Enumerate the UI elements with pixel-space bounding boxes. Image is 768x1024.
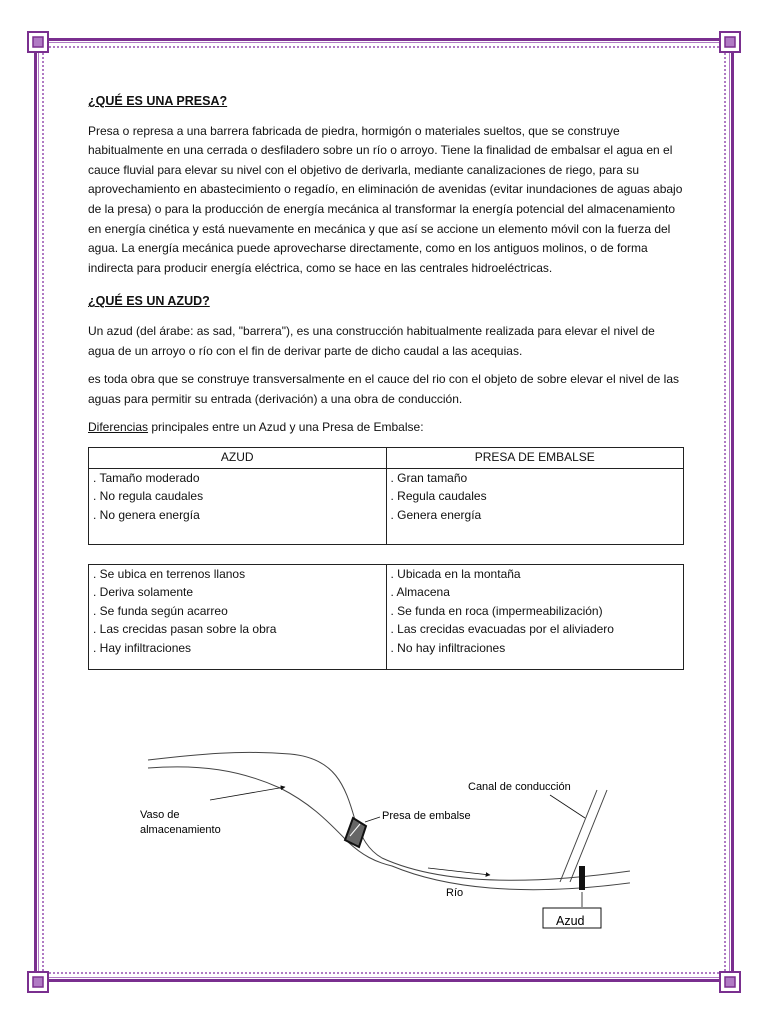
list-item: . Las crecidas evacuadas por el aliviadero bbox=[390, 622, 614, 636]
list-item: . Las crecidas pasan sobre la obra bbox=[93, 622, 277, 636]
list-item: . Gran tamaño bbox=[390, 470, 468, 485]
list-item: . Hay infiltraciones bbox=[93, 640, 192, 655]
list-item: . Se funda según acarreo bbox=[93, 603, 228, 618]
corner-ornament-icon bbox=[27, 971, 49, 993]
arrow-icon bbox=[210, 787, 285, 800]
list-item: . Se ubica en terrenos llanos bbox=[93, 566, 246, 581]
leader-line bbox=[365, 817, 380, 822]
azud-definition: Un azud (del árabe: as sad, "barrera"), es una construcción habitualmente realizada para elevar el nivel de agua de un arroyo o río con el fin de derivar parte de dicho caudal a las acequias. bbox=[88, 323, 655, 358]
table-header-azud: AZUD bbox=[89, 447, 387, 468]
presa-definition: Presa o represa a una barrera fabricada de piedra, hormigón o materiales sueltos, que se construye habitualmente en una cerrada o desfiladero sobre un río o arroyo. Tiene la finalidad de embalsar el agua en el cauce fluvial para elevar su nivel con el objetivo de derivarla, mediante canalizaciones de riego, para su aprovechamiento en abastecimiento o regadío, en eliminación de avenidas (evitar inundaciones de aguas abajo de la presa) o para la producción de energía mecánica al transformar la energía potencial del almacenamiento en energía cinética y está nuevamente en mecánica y que así se accione un elemento móvil con la fuerza del agua. La energía mecánica puede aprovecharse directamente, como en los antiguos molinos, o de forma indirecta para producir energía eléctrica, como se hace en las centrales hidroeléctricas. bbox=[88, 123, 683, 275]
azud-definition-2: es toda obra que se construye transversalmente en el cauce del rio con el objeto de sobre elevar el nivel de las aguas para permitir su entrada (derivación) a una obra de conducción. bbox=[88, 372, 680, 406]
presa-embalse-icon bbox=[345, 818, 366, 847]
list-item: . No genera energía bbox=[93, 507, 200, 522]
list-item: . Almacena bbox=[390, 585, 450, 599]
differences-intro bbox=[88, 418, 684, 438]
differences-underlined-word: Diferencias bbox=[88, 420, 149, 435]
list-item: . No regula caudales bbox=[93, 489, 204, 503]
comparison-table-2 bbox=[88, 564, 684, 670]
label-vaso: Vaso de bbox=[140, 809, 180, 821]
arrow-icon bbox=[428, 868, 490, 875]
differences-intro-rest: principales entre un Azud y una Presa de Embalse: bbox=[148, 420, 424, 435]
list-item: . No hay infiltraciones bbox=[390, 640, 506, 655]
table-cell-presa bbox=[386, 564, 684, 669]
corner-ornament-icon bbox=[719, 971, 741, 993]
label-azud: Azud bbox=[556, 914, 585, 928]
list-item: . Se funda en roca (impermeabilización) bbox=[390, 603, 603, 618]
label-rio: Río bbox=[446, 887, 464, 899]
list-item: . Regula caudales bbox=[390, 489, 487, 503]
table-cell-azud bbox=[89, 564, 387, 669]
label-canal: Canal de conducción bbox=[468, 781, 571, 793]
dam-weir-diagram bbox=[130, 740, 630, 940]
azud-weir-icon bbox=[579, 866, 585, 890]
list-item: . Tamaño moderado bbox=[93, 470, 200, 485]
list-item: . Ubicada en la montaña bbox=[390, 566, 521, 581]
heading-que-es-azud: ¿QUÉ ES UN AZUD? bbox=[88, 294, 210, 309]
corner-ornament-icon bbox=[27, 31, 49, 53]
heading-que-es-presa: ¿QUÉ ES UNA PRESA? bbox=[88, 94, 228, 108]
leader-line bbox=[550, 795, 585, 818]
list-item: . Genera energía bbox=[390, 507, 482, 522]
corner-ornament-icon bbox=[719, 31, 741, 53]
table-cell-presa bbox=[386, 468, 684, 544]
comparison-table-1 bbox=[88, 447, 684, 545]
document-content bbox=[88, 92, 684, 670]
table-header-presa: PRESA DE EMBALSE bbox=[386, 447, 684, 468]
table-cell-azud bbox=[89, 468, 387, 544]
list-item: . Deriva solamente bbox=[93, 585, 194, 599]
label-presa-embalse: Presa de embalse bbox=[382, 810, 471, 822]
label-almacenamiento: almacenamiento bbox=[140, 824, 221, 836]
